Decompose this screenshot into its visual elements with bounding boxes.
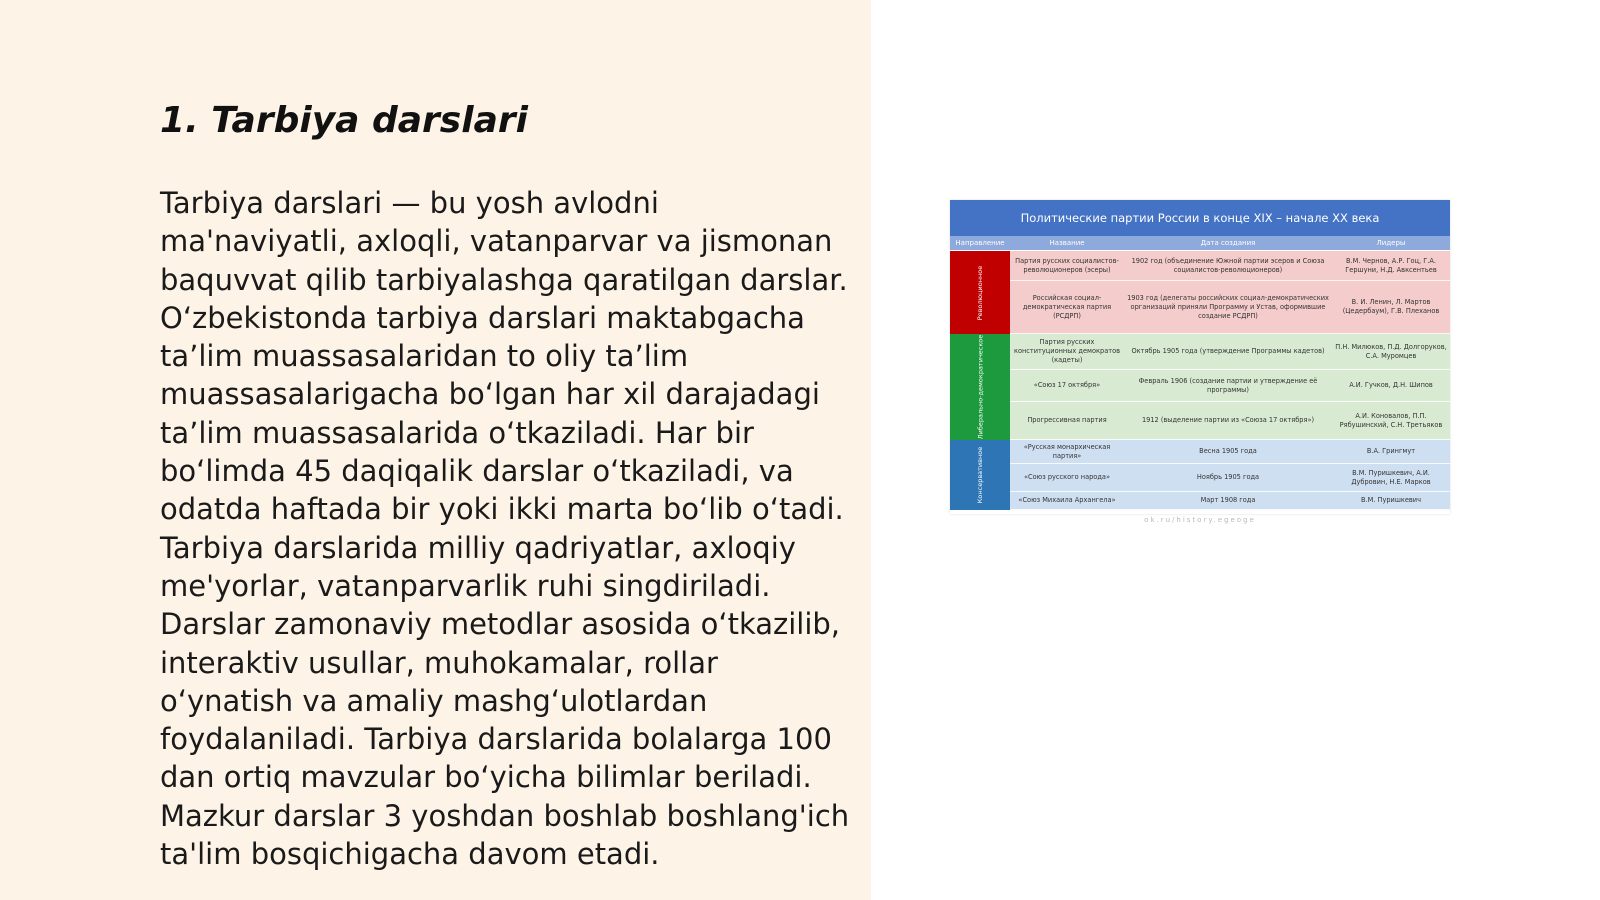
table-row bbox=[1010, 281, 1450, 334]
party-name: Партия русских конституционных демократов (кадеты) bbox=[1013, 338, 1121, 364]
slide-title: 1. Tarbiya darslari bbox=[160, 100, 528, 141]
table-row bbox=[1010, 402, 1450, 440]
table-row bbox=[1010, 492, 1450, 510]
party-leaders: В.М. Пуришкевич, А.И. Дубровин, Н.Е. Марков bbox=[1351, 468, 1431, 486]
party-leaders: В.А. Грингмут bbox=[1366, 447, 1416, 455]
party-name: Прогрессивная партия bbox=[1027, 416, 1107, 424]
header-leaders: Лидеры bbox=[1376, 239, 1406, 247]
party-date: Весна 1905 года bbox=[1199, 447, 1257, 455]
party-leaders: В.М. Чернов, А.Р. Гоц, Г.А. Гершуни, Н.Д. Авксентьев bbox=[1345, 256, 1437, 274]
party-leaders: П.Н. Милюков, П.Д. Долгоруков, С.А. Муромцев bbox=[1335, 342, 1447, 360]
party-name: «Союз 17 октября» bbox=[1033, 381, 1101, 389]
party-date: Март 1908 года bbox=[1200, 496, 1256, 504]
political-parties-table-image bbox=[950, 200, 1450, 524]
group-label: Консервативное bbox=[950, 440, 1010, 510]
party-date: Октябрь 1905 года (утверждение Программы кадетов) bbox=[1131, 347, 1325, 355]
party-leaders: А.И. Коновалов, П.П. Рябушинский, С.Н. Третьяков bbox=[1339, 411, 1443, 429]
party-date: Ноябрь 1905 года bbox=[1196, 473, 1260, 481]
header-date: Дата создания bbox=[1200, 239, 1256, 247]
party-date: 1912 (выделение партии из «Союза 17 октября») bbox=[1141, 416, 1315, 424]
table-caption: ok.ru/history.egeoge bbox=[1144, 516, 1256, 524]
party-name: Партия русских социалистов-революционеров (эсеры) bbox=[1015, 256, 1119, 274]
table-row bbox=[1010, 440, 1450, 464]
group-conservative bbox=[950, 440, 1450, 510]
table-row bbox=[1010, 370, 1450, 402]
table-row bbox=[1010, 334, 1450, 370]
table-header-row bbox=[950, 236, 1450, 251]
table-row bbox=[1010, 464, 1450, 492]
group-label: Либерально-демократическое bbox=[950, 334, 1010, 440]
group-revolutionary bbox=[950, 251, 1450, 334]
slide-body-text: Tarbiya darslari — bu yosh avlodni ma'naviyatli, axloqli, vatanparvar va jismonan baquvvat qilib tarbiyalashga qaratilgan darslar. O‘zbekistonda tarbiya darslari maktabgacha ta’lim muassasalaridan to oliy ta’lim muassasalarigacha bo‘lgan har xil darajadagi ta’lim muassasalarida o‘tkaziladi. Har bir bo‘limda 45 daqiqalik darslar o‘tkaziladi, va odatda haftada bir yoki ikki marta bo‘lib o‘tadi. Tarbiya darslarida milliy qadriyatlar, axloqiy me'yorlar, vatanparvarlik ruhi singdiriladi. Darslar zamonaviy metodlar asosida o‘tkazilib, interaktiv usullar, muhokamalar, rollar o‘ynatish va amaliy mashg‘ulotlardan foydalaniladi. Tarbiya darslarida bolalarga 100 dan ortiq mavzular bo‘yicha bilimlar beriladi. Mazkur darslar 3 yoshdan boshlab boshlang'ich ta'lim bosqichigacha davom etadi. bbox=[160, 186, 850, 872]
party-leaders: В. И. Ленин, Л. Мартов (Цедербаум), Г.В. Плеханов bbox=[1342, 298, 1440, 315]
group-label: Революционное bbox=[950, 251, 1010, 334]
table-row bbox=[1010, 251, 1450, 281]
party-name: «Союз Михаила Архангела» bbox=[1018, 496, 1116, 504]
party-leaders: В.М. Пуришкевич bbox=[1361, 496, 1421, 504]
party-name: «Русская монархическая партия» bbox=[1023, 442, 1111, 460]
party-date: 1902 год (объединение Южной партии эсеров и Союза социалистов-революционеров) bbox=[1131, 256, 1325, 274]
table-title: Политические партии России в конце XIX – начале XX века bbox=[950, 200, 1450, 236]
party-date: 1903 год (делегаты российских социал-демократических организаций приняли Программу и Устав, оформившие создание РСДРП) bbox=[1127, 293, 1329, 320]
party-date: Февраль 1906 (создание партии и утверждение её программы) bbox=[1138, 376, 1318, 394]
header-name: Название bbox=[1049, 239, 1085, 247]
party-name: «Союз русского народа» bbox=[1024, 473, 1110, 481]
party-leaders: А.И. Гучков, Д.Н. Шипов bbox=[1349, 381, 1433, 389]
group-liberal-democratic bbox=[950, 334, 1450, 440]
party-name: Российская социал-демократическая партия (РСДРП) bbox=[1022, 293, 1112, 320]
header-direction: Направление bbox=[955, 239, 1005, 247]
